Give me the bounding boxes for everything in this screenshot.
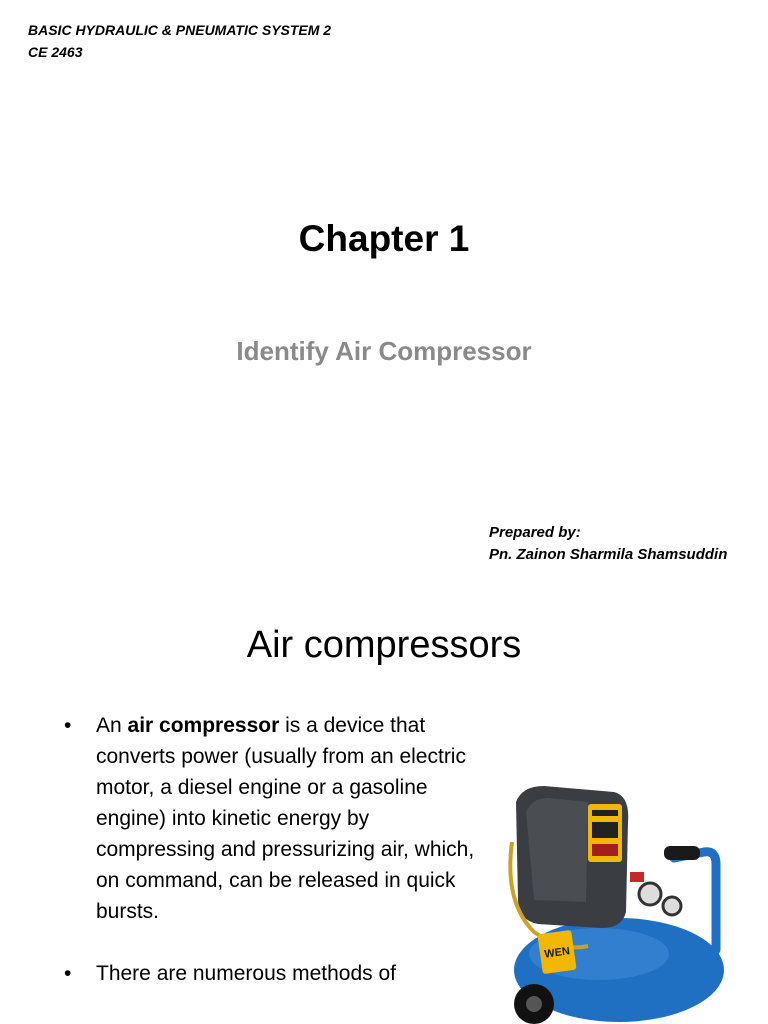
bullet-icon: • (64, 714, 72, 737)
course-title: BASIC HYDRAULIC & PNEUMATIC SYSTEM 2 (28, 22, 332, 38)
prepared-by-label: Prepared by: (489, 524, 581, 541)
bullet-item-methods (60, 958, 480, 989)
content-slide (0, 584, 768, 1024)
air-compressor-image (504, 782, 734, 1024)
bullet-list (60, 710, 480, 1020)
course-code: CE 2463 (28, 44, 83, 60)
bullet-text: There are numerous methods of (96, 962, 396, 985)
bullet-text-prefix: An (96, 714, 128, 737)
bullet-text-rest: is a device that converts power (usually from an electric motor, a diesel engine or a gasoline engine) into kinetic energy by compressing and pressurizing air, which, on command, can be released in quick bursts. (96, 714, 475, 923)
bullet-text-bold: air compressor (127, 714, 280, 737)
author-name: Pn. Zainon Sharmila Shamsuddin (489, 546, 728, 563)
slide-title: Air compressors (246, 624, 522, 666)
brand-logo: WEN (543, 945, 571, 961)
chapter-title: Chapter 1 (298, 218, 470, 259)
bullet-icon: • (64, 962, 72, 985)
chapter-subtitle: Identify Air Compressor (236, 336, 532, 366)
bullet-item-definition (60, 710, 480, 927)
